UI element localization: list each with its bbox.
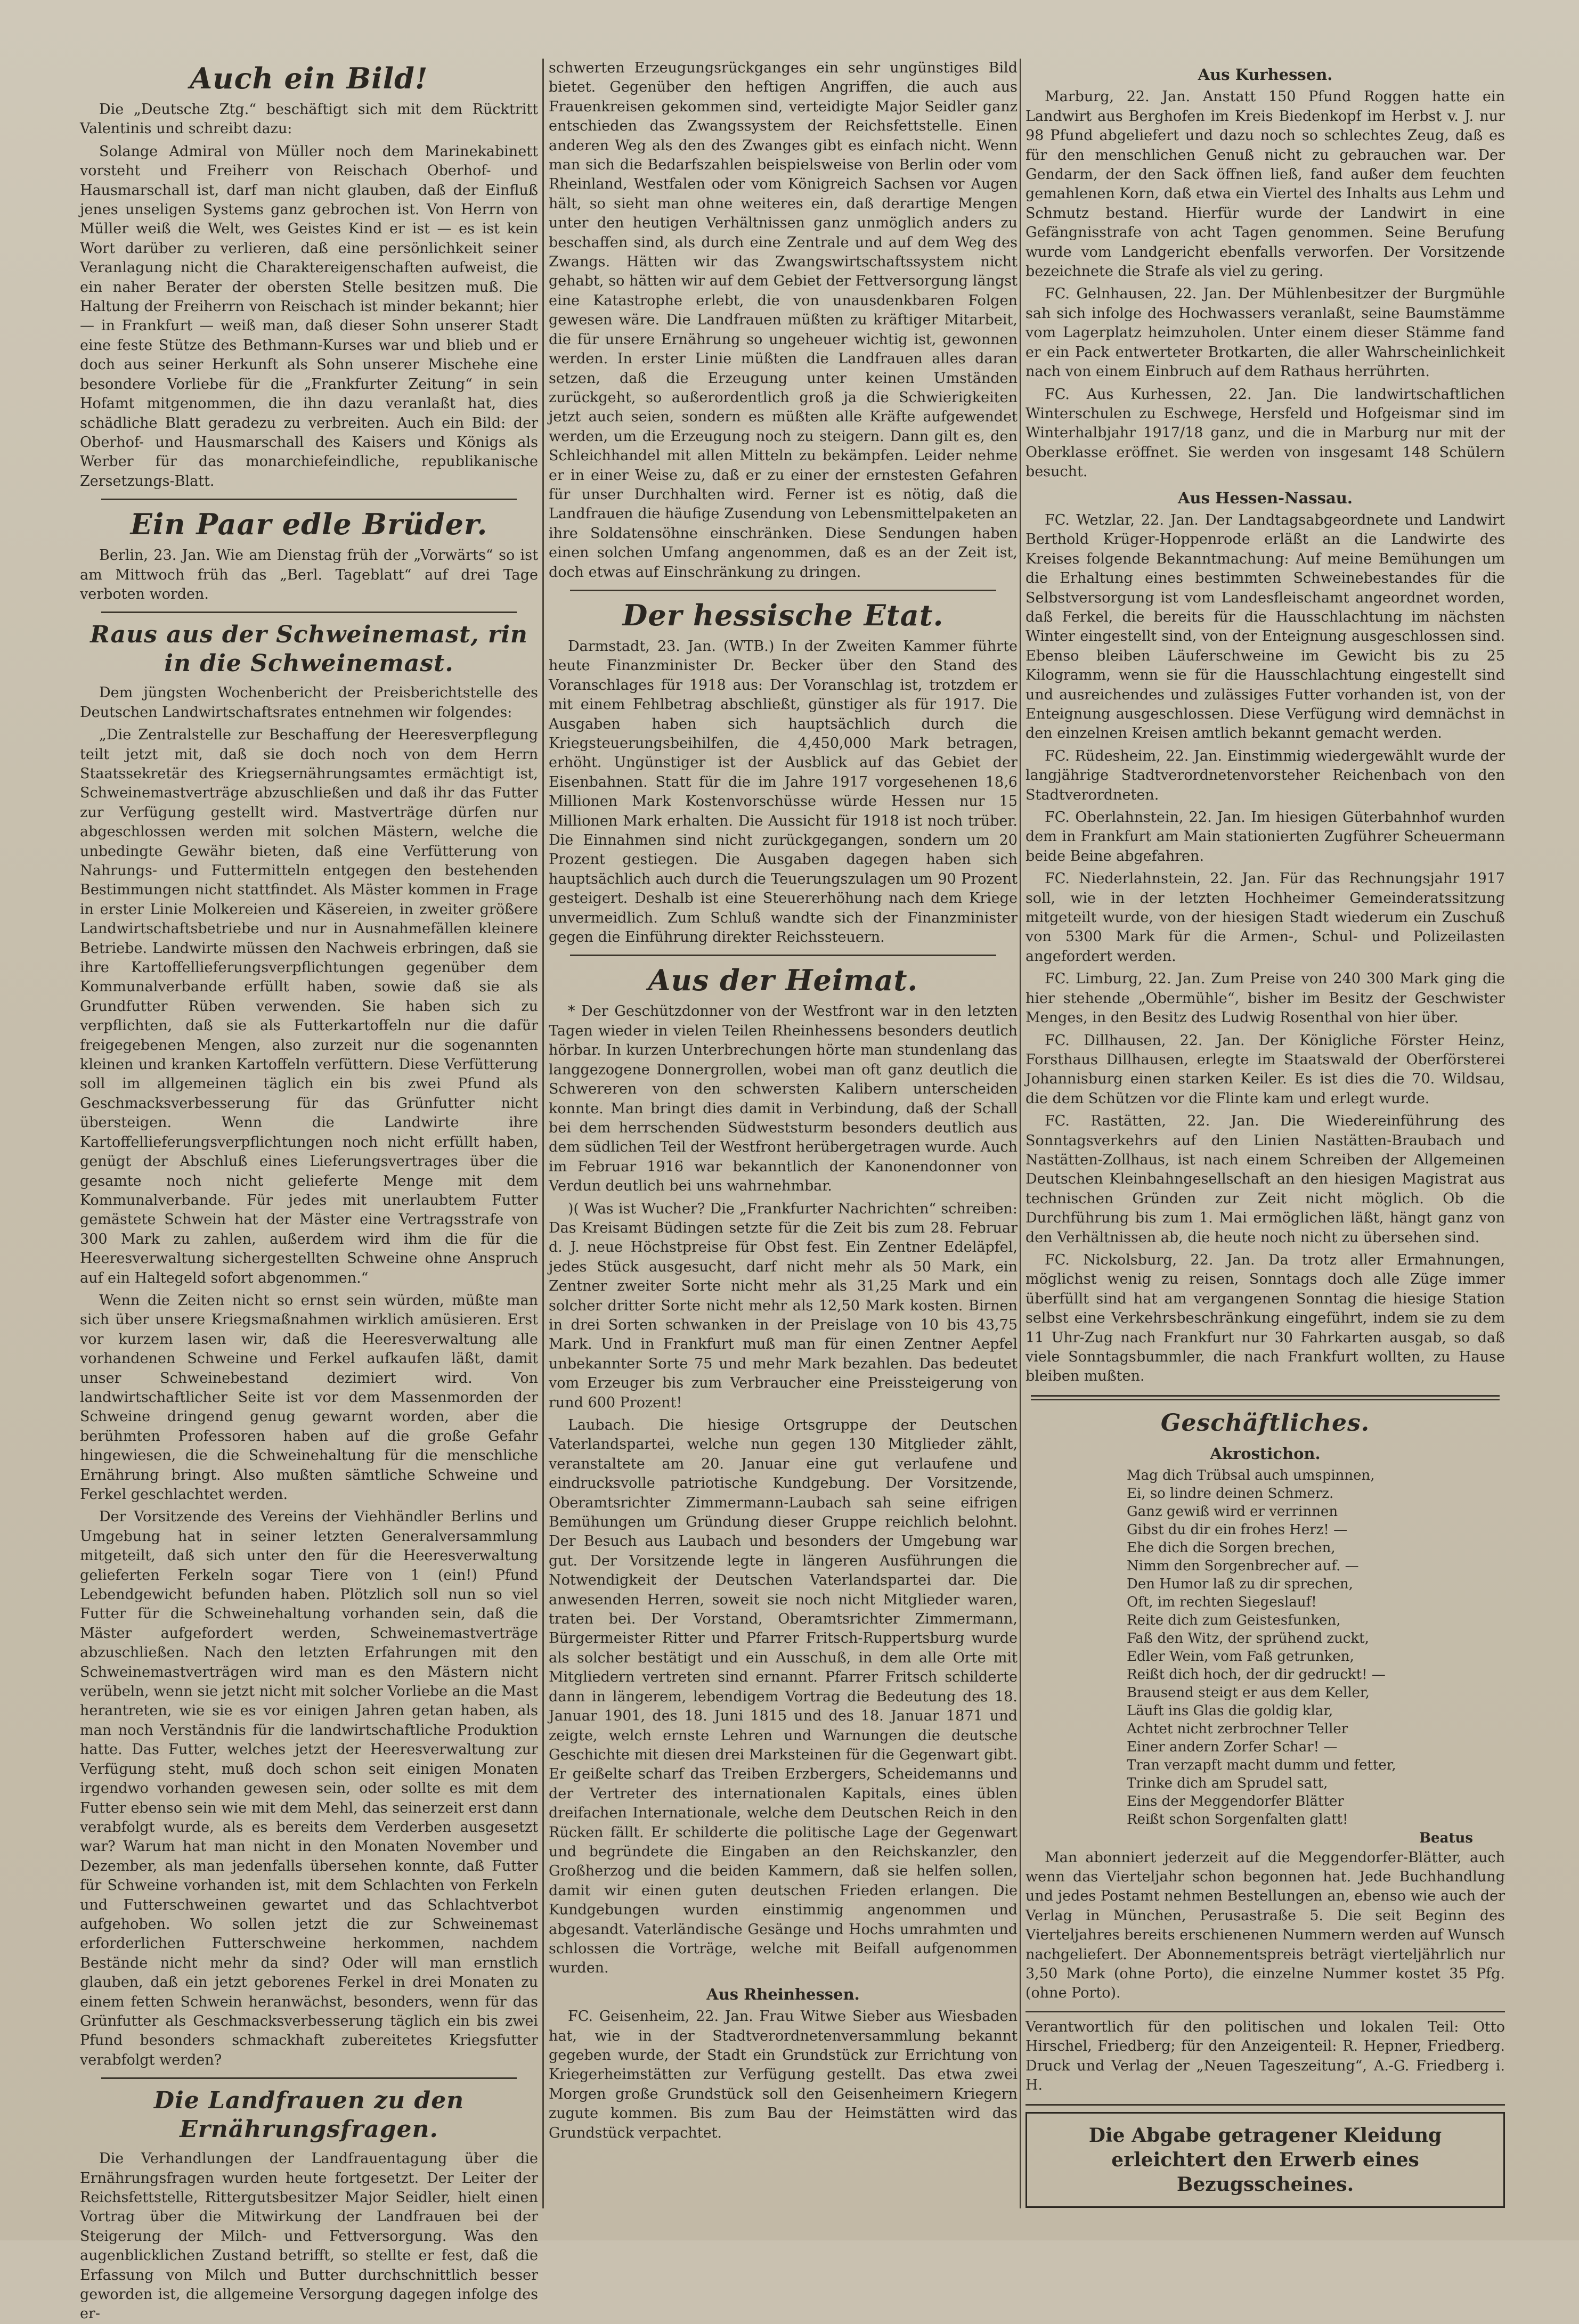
imprint <box>1025 2011 1505 2106</box>
separator <box>1031 1395 1500 1400</box>
poem-line: Ganz gewiß wird er verrinnen <box>1127 1504 1338 1520</box>
column-2 <box>549 59 1018 2208</box>
separator <box>570 955 996 956</box>
headline-geschaeftliches: Geschäftliches. <box>1160 1409 1370 1437</box>
paragraph: * Der Geschützdonner von der Westfront war in den letzten Tagen wieder in vielen Teilen Rheinhessens besonders deutlich hörbar. In kurzen Unterbrechungen hörte man stundenlang das langgezogene Donnergrollen, wobei man oft ganz deutlich die Schwereren von den schwersten Kalibern unterscheiden konnte. Man bringt dies damit in Verbindung, daß der Schall bei dem herrschenden Südweststurm besonders deutlich aus dem südlichen Teil der Westfront herübergetragen wurde. Auch im Februar 1916 war bekanntlich der Kanonendonner von Verdun deutlich bei uns wahrnehmbar. <box>549 1003 1018 1195</box>
poem-line: Oft, im rechten Siegeslauf! <box>1127 1594 1317 1611</box>
poem-line: Faß den Witz, der sprühend zuckt, <box>1127 1630 1369 1647</box>
paragraph: Dem jüngsten Wochenbericht der Preisberichtstelle des Deutschen Landwirtschaftsrates entnehmen wir folgendes: <box>80 684 538 721</box>
paragraph: „Die Zentralstelle zur Beschaffung der Heeresverpflegung teilt jetzt mit, daß sie doch noch von dem Herrn Staatssekretär des Kriegsernährungsamtes ermächtigt ist, Schweinemastverträge abzuschließen und daß ihr das Futter zur Verfügung gestellt wird. Mastverträge dürfen nur abgeschlossen werden mit solchen Mästern, welche die unbedingte Gewähr bieten, daß eine Verfütterung von Nahrungs- und Futtermitteln entgegen den bestehenden Bestimmungen nicht stattfindet. Als Mäster kommen in Frage in erster Linie Molkereien und Käsereien, in zweiter größere Landwirtschaftsbetriebe und nur in Ausnahmefällen kleinere Betriebe. Landwirte müssen den Nachweis erbringen, daß sie ihre Kartoffellieferungsverpflichtungen gegenüber dem Kommunalverbande erfüllt haben, sowie daß sie als Grundfutter Rüben verwenden. Sie haben sich zu verpflichten, daß sie als Futterkartoffeln nur die dafür freigegebenen Mengen, also zurzeit nur die sogenannten kleinen und kranken Kartoffeln verfüttern. Diese Verfütterung soll im allgemeinen täglich ein bis zwei Pfund als Geschmacksverbesserung für das Grünfutter nicht übersteigen. Wenn die Landwirte ihre Kartoffellieferungsverpflichtungen noch nicht erfüllt haben, genügt der Abschluß eines Lieferungsvertrages über die gesamte noch nicht gelieferte Menge mit dem Kommunalverbande. Für jedes mit unerlaubtem Futter gemästete Schwein hat der Mäster eine Vertragsstrafe von 300 Mark zu zahlen, außerdem wird ihm die für die Heeresverwaltung sichergestellten Schweine ohne Anspruch auf ein Haltegeld sofort abgenommen.“ <box>80 727 538 1286</box>
poem-line: Den Humor laß zu dir sprechen, <box>1127 1576 1353 1593</box>
headline-schweinemast: Raus aus der Schweinemast, rin in die Schweinemast. <box>90 621 528 678</box>
poem-line: Ei, so lindre deinen Schmerz. <box>1127 1486 1334 1502</box>
poem-line: Achtet nicht zerbrochner Teller <box>1127 1721 1348 1738</box>
paragraph: FC. Wetzlar, 22. Jan. Der Landtagsabgeordnete und Landwirt Berthold Krüger-Hoppenrode erläßt an die Landwirte des Kreises folgende Bekanntmachung: Auf meine Bemühungen um die Erhaltung eines bestimmten Schweinebestandes für die Selbstversorgung ist vom Landesfleischamt angeordnet worden, daß Ferkel, die bereits für die Hausschlachtung im nächsten Winter eingestellt sind, von der Enteignung ausgeschlossen sind. Ebenso bleiben Läuferschweine im Gewicht bis zu 25 Kilogramm, wenn sie für die Hausschlachtung eingestellt sind und ausreichendes und zulässiges Futter vorhanden ist, von der Enteignung ausgeschlossen. Diese Verfügung wird demnächst in den einzelnen Kreisen amtlich bekannt gemacht werden. <box>1025 511 1505 742</box>
paragraph: Laubach. Die hiesige Ortsgruppe der Deutschen Vaterlandspartei, welche nun gegen 130 Mitglieder zählt, veranstaltete am 20. Januar eine gut verlaufene und eindrucksvolle patriotische Kundgebung. Der Vorsitzende, Oberamtsrichter Zimmermann-Laubach sah seine eifrigen Bemühungen um Gründung dieser Gruppe reichlich belohnt. Der Besuch aus Laubach und besonders der Umgebung war gut. Der Vorsitzende legte in längeren Ausführungen die Notwendigkeit der Deutschen Vaterlandspartei dar. Die anwesenden Herren, soweit sie noch nicht Mitglieder waren, traten bei. Der Vorstand, Oberamtsrichter Zimmermann, Bürgermeister Ritter und Pfarrer Fritsch-Ruppertsburg wurde als solcher bestätigt und ein Ausschuß, in dem alle Orte mit Mitgliedern vertreten sind ernannt. Pfarrer Fritsch schilderte dann in längerem, lebendigem Vortrag die Bedeutung des 18. Januar 1901, des 18. Juni 1815 und des 18. Januar 1871 und zeigte, welch ernste Lehren und Warnungen die deutsche Geschichte mit diesen drei Marksteinen für die Gegenwart gibt. Er geißelte scharf das Treiben Erzbergers, Scheidemanns und der Vertreter des internationalen Kapitals, eines üblen dreifachen Internationale, welche dem Deutschen Reich in den Rücken fällt. Er schilderte die politische Lage der Gegenwart und begründete die Eingaben an den Reichskanzler, den Großherzog und die beiden Kammern, daß sie helfen sollen, damit wir einen guten deutschen Frieden erlangen. Die Kundgebungen wurden einstimmig angenommen und abgesandt. Vaterländische Gesänge und Hochs umrahmten und schlossen die Vorträge, welche mit Beifall aufgenommen wurden. <box>549 1417 1018 1977</box>
poem-signature: Beatus <box>1419 1830 1473 1847</box>
poem-line: Einer andern Zorfer Schar! — <box>1127 1739 1338 1756</box>
headline-aus-der-heimat: Aus der Heimat. <box>648 963 918 998</box>
paragraph: Wenn die Zeiten nicht so ernst sein würden, müßte man sich über unsere Kriegsmaßnahmen wirklich amüsieren. Erst vor kurzem lasen wir, daß die Heeresverwaltung alle vorhandenen Schweine und Ferkel aufkaufen läßt, damit unser Schweinebestand dezimiert wird. Von landwirtschaftlicher Seite ist vor dem Massenmorden der Schweine dringend genug gewarnt worden, aber die berühmten Professoren haben auf die große Gefahr hingewiesen, die die Schweinehaltung für die menschliche Ernährung bringt. Also mußten sämtliche Schweine und Ferkel geschlachtet werden. <box>80 1292 538 1503</box>
poem-line: Reißt schon Sorgenfalten glatt! <box>1127 1812 1348 1828</box>
headline-hessischer-etat: Der hessische Etat. <box>622 598 944 632</box>
poem-line: Reite dich zum Geistesfunken, <box>1127 1612 1341 1629</box>
paragraph: FC. Dillhausen, 22. Jan. Der Königliche Förster Heinz, Forsthaus Dillhausen, erlegte im Staatswald der Oberförsterei Johannisburg einen starken Keiler. Es ist dies die 70. Wildsau, die dem Schützen vor die Flinte kam und erlegt wurde. <box>1025 1032 1505 1107</box>
column-1 <box>80 59 538 2322</box>
paragraph: FC. Limburg, 22. Jan. Zum Preise von 240 300 Mark ging die hier stehende „Obermühle“, bisher im Besitz der Geschwister Menges, in den Besitz des Ludwig Rosenthal von hier über. <box>1025 971 1505 1026</box>
poem-line: Edler Wein, vom Faß getrunken, <box>1127 1649 1354 1665</box>
poem-line: Trinke dich am Sprudel satt, <box>1127 1775 1328 1792</box>
paragraph: )( Was ist Wucher? Die „Frankfurter Nachrichten“ schreiben: Das Kreisamt Büdingen setzte für die Zeit bis zum 28. Februar d. J. neue Höchstpreise für Obst fest. Ein Zentner Edeläpfel, jedes Stück ausgesucht, darf nicht mehr als 50 Mark, ein Zentner zweiter Sorte nicht mehr als 31,25 Mark und ein solcher dritter Sorte nicht mehr als 12,50 Mark kosten. Birnen in drei Sorten schwanken in der Preislage von 10 bis 43,75 Mark. Und in Frankfurt muß man für einen Zentner Aepfel unbekannter Sorte 75 und mehr Mark bezahlen. Das bedeutet vom Erzeuger bis zum Verbraucher eine Preissteigerung von rund 600 Prozent! <box>549 1200 1018 1411</box>
separator <box>101 611 517 613</box>
paragraph: FC. Rüdesheim, 22. Jan. Einstimmig wiedergewählt wurde der langjährige Stadtverordnetenvorsteher Reichenbach von den Stadtverordneten. <box>1025 747 1505 803</box>
paragraph: schwerten Erzeugungsrückganges ein sehr ungünstiges Bild bietet. Gegenüber den heftigen Angriffen, die auch aus Frauenkreisen gekommen sind, verteidigte Major Seidler ganz entschieden das Zwangssystem der Reichsfettstelle. Einen anderen Weg als den des Zwanges gibt es einfach nicht. Wenn man sich die Bedarfszahlen beispielsweise von Berlin oder vom Rheinland, Westfalen oder vom Königreich Sachsen vor Augen hält, so sieht man ohne weiteres ein, daß derartige Mengen unter den heutigen Verhältnissen ganz unmöglich anders zu beschaffen sind, als durch eine Zentrale und auf dem Weg des Zwangs. Hätten wir das Zwangswirtschaftssystem nicht gehabt, so hätten wir auf dem Gebiet der Fettversorgung längst eine Katastrophe erlebt, die von unausdenkbaren Folgen gewesen wäre. Die Landfrauen müßten zu kräftiger Mitarbeit, die für unsere Ernährung so ungeheuer wichtig ist, gewonnen werden. In erster Linie müßten die Landfrauen alles daran setzen, daß die Erzeugung unter keinen Umständen zurückgeht, so außerordentlich groß ja die Schwierigkeiten jetzt auch seien, sondern es müßten alle Kräfte aufgewendet werden, um die Erzeugung noch zu steigern. Dann gilt es, den Schleichhandel mit allen Mitteln zu bekämpfen. Leider nehme er in einer Weise zu, daß er zu einer der ernstesten Gefahren für unser Durchhalten wird. Ferner ist es nötig, daß die Landfrauen die häufige Zusendung von Lebensmittelpaketen an ihre Soldatensöhne einschränken. Diese Sendungen haben einen solchen Umfang angenommen, daß es an der Zeit ist, doch etwas auf Einschränkung zu dringen. <box>549 60 1018 581</box>
poem-line: Eins der Meggendorfer Blätter <box>1127 1793 1344 1810</box>
subheading-rheinhessen: Aus Rheinhessen. <box>706 1985 860 2003</box>
paragraph: Marburg, 22. Jan. Anstatt 150 Pfund Roggen hatte ein Landwirt aus Berghofen im Kreis Biedenkopf im Herbst v. J. nur 98 Pfund abgeliefert und dazu noch so schlechtes Zeug, daß es für den menschlichen Genuß nicht zu gebrauchen war. Der Gendarm, der den Sack öffnen ließ, fand außer dem feuchten gemahlenen Korn, daß etwa ein Viertel des Inhalts aus Lehm und Schmutz bestand. Hierfür wurde der Landwirt in eine Gefängnisstrafe von acht Tagen genommen. Seine Berufung wurde vom Landgericht ebenfalls verworfen. Der Vorsitzende bezeichnete die Strafe als viel zu gering. <box>1025 88 1505 280</box>
paragraph: FC. Nickolsburg, 22. Jan. Da trotz aller Ermahnungen, möglichst wenig zu reisen, Sonntags doch alle Züge immer überfüllt sind hat am vergangenen Sonntag die hiesige Station selbst eine Verkehrsbeschränkung eingeführt, indem sie zu dem 11 Uhr-Zug nach Frankfurt nur 30 Fahrkarten ausgab, so daß viele Sonntagsbummler, die nach Frankfurt wollten, zu Hause bleiben mußten. <box>1025 1251 1505 1385</box>
separator <box>101 2077 517 2079</box>
paragraph: Die „Deutsche Ztg.“ beschäftigt sich mit dem Rücktritt Valentinis und schreibt dazu: <box>80 101 538 137</box>
subheading-hessen-nassau: Aus Hessen-Nassau. <box>1177 488 1353 507</box>
paragraph: Die Verhandlungen der Landfrauentagung über die Ernährungsfragen wurden heute fortgesetzt. Der Leiter der Reichsfettstelle, Rittergutsbesitzer Major Seidler, hielt einen Vortrag über die Mitwirkung der Landfrauen bei der Steigerung der Milch- und Fettversorgung. Was den augenblicklichen Zustand betrifft, so stellte er fest, daß die Erfassung von Milch und Butter durchschnittlich besser geworden ist, die allgemeine Versorgung dagegen infolge des er- <box>80 2150 538 2322</box>
poem-line: Gibst du dir ein frohes Herz! — <box>1127 1522 1348 1538</box>
paragraph: FC. Gelnhausen, 22. Jan. Der Mühlenbesitzer der Burgmühle sah sich infolge des Hochwassers veranlaßt, seine Baumstämme vom Lagerplatz heimzuholen. Unter einem dieser Stämme fand er ein Pack entwerteter Brotkarten, die aller Wahrscheinlichkeit nach von einem Einbruch auf dem Rathaus herrührten. <box>1025 286 1505 380</box>
headline-auch-ein-bild: Auch ein Bild! <box>190 61 428 95</box>
poem-line: Reißt dich hoch, der dir gedruckt! — <box>1127 1667 1386 1683</box>
paragraph: Solange Admiral von Müller noch dem Marinekabinett vorsteht und Freiherr von Reischach Oberhof- und Hausmarschall ist, darf man nicht glauben, daß der Einfluß jenes unseligen Systems ganz gebrochen ist. Von Herrn von Müller weiß die Welt, wes Geistes Kind er ist — es ist kein Wort darüber zu verlieren, daß eine persönlichkeit seiner Veranlagung nicht die Charaktereigenschaften aufweist, die ein naher Berater der obersten Stelle besitzen muß. Die Haltung der Freiherrn von Reischach ist minder bekannt; hier — in Frankfurt — weiß man, daß dieser Sohn unserer Stadt eine feste Stütze des Bethmann-Kurses war und blieb und er doch aus seiner Herkunft als Sohn unserer Mischehe eine besondere Vorliebe für die „Frankfurter Zeitung“ in sein Hofamt mitgenommen, die ihn dazu veranlaßt hat, dies schädliche Blatt geradezu zu verbreiten. Auch ein Bild: der Oberhof- und Hausmarschall des Kaisers und Königs als Werber für das monarchiefeindliche, republikanische Zersetzungs-Blatt. <box>80 143 538 490</box>
paragraph: Darmstadt, 23. Jan. (WTB.) In der Zweiten Kammer führte heute Finanzminister Dr. Becker über den Stand des Voranschlages für 1918 aus: Der Voranschlag ist, trotzdem er mit einem Fehlbetrag abschließt, günstiger als für 1917. Die Ausgaben haben sich hauptsächlich durch die Kriegsteuerungsbeihilfen, die 4,450,000 Mark betragen, erhöht. Ungünstiger ist der Ausblick auf das Gebiet der Eisenbahnen. Statt für die im Jahre 1917 vorgesehenen 18,6 Millionen Mark Kostenvorschüsse würde Hessen nur 15 Millionen Mark erhalten. Die Aussicht für 1918 ist noch trüber. Die Einnahmen sind nicht zurückgegangen, sondern um 20 Prozent gestiegen. Die Ausgaben dagegen haben sich hauptsächlich auch durch die Teuerungszulagen um 90 Prozent gesteigert. Deshalb ist eine Steuererhöhung nach dem Kriege unvermeidlich. Zum Schluß wandte sich der Finanzminister gegen die Einführung direkter Reichssteuern. <box>549 638 1018 946</box>
headline-landfrauen: Die Landfrauen zu den Ernährungsfragen. <box>153 2087 465 2143</box>
paragraph: FC. Niederlahnstein, 22. Jan. Für das Rechnungsjahr 1917 soll, wie in der letzten Hochheimer Gemeinderatssitzung mitgeteilt wurde, von der hiesigen Stadt wiederum ein Zuschuß von 5300 Mark für die Armen-, Schul- und Polizeilasten angefordert werden. <box>1025 870 1505 965</box>
poem-line: Nimm den Sorgenbrecher auf. — <box>1127 1558 1359 1575</box>
paragraph: Man abonniert jederzeit auf die Meggendorfer-Blätter, auch wenn das Vierteljahr schon begonnen hat. Jede Buchhandlung und jedes Postamt nehmen Bestellungen an, ebenso wie auch der Verlag in München, Perusastraße 5. Die seit Beginn des Vierteljahres bereits erschienenen Nummern werden auf Wunsch nachgeliefert. Der Abonnementspreis beträgt vierteljährlich nur 3,50 Mark (ohne Porto), die einzelne Nummer kostet 35 Pfg. (ohne Porto). <box>1025 1849 1505 2002</box>
poem-line: Brausend steigt er aus dem Keller, <box>1127 1685 1370 1701</box>
imprint-text: Verantwortlich für den politischen und lokalen Teil: Otto Hirschel, Friedberg; für den Anzeigenteil: R. Hepner, Friedberg. Druck und Verlag der „Neuen Tageszeitung“, A.-G. Friedberg i. H. <box>1025 2018 1505 2094</box>
subheading-akrostichon: Akrostichon. <box>1210 1444 1321 1463</box>
column-3 <box>1025 59 1505 2208</box>
poem <box>1025 1466 1505 1829</box>
poem-line: Tran verzapft macht dumm und fetter, <box>1127 1757 1396 1774</box>
column-rule <box>542 59 544 2208</box>
poem-line: Läuft ins Glas die goldig klar, <box>1127 1703 1333 1719</box>
paragraph: Berlin, 23. Jan. Wie am Dienstag früh der „Vorwärts“ so ist am Mittwoch früh das „Berl. Tageblatt“ auf drei Tage verboten worden. <box>80 547 538 602</box>
paragraph: FC. Oberlahnstein, 22. Jan. Im hiesigen Güterbahnhof wurden dem in Frankfurt am Main stationierten Zugführer Scheuermann beide Beine abgefahren. <box>1025 809 1505 865</box>
paragraph: Der Vorsitzende des Vereins der Viehhändler Berlins und Umgebung hat in seiner letzten Generalversammlung mitgeteilt, daß sich unter den für die Heeresverwaltung gelieferten Ferkeln sogar Tiere von 1 (ein!) Pfund Lebendgewicht befunden haben. Plötzlich soll nun so viel Futter für die Schweinehaltung vorhanden sein, daß die Mäster aufgefordert werden, Schweinemastverträge abzuschließen. Nach den letzten Erfahrungen mit den Schweinemastverträgen wird man es den Mästern nicht verübeln, wenn sie jetzt nicht mit solcher Vorliebe an die Mast herantreten, wie sie es vor einigen Jahren getan haben, als man noch Verständnis für die landwirtschaftliche Produktion hatte. Das Futter, welches jetzt der Heeresverwaltung zur Verfügung steht, muß doch schon seit einigen Monaten irgendwo vorhanden gewesen sein, oder sollte es mit dem Futter ebenso sein wie mit dem Mehl, das seinerzeit erst dann verabfolgt wurde, als es bereits dem Verderben ausgesetzt war? Warum hat man nicht in den Monaten November und Dezember, als man jedenfalls übersehen konnte, daß Futter für Schweine vorhanden ist, mit dem Schlachten von Ferkeln und Futterschweinen gewartet und das Schlachtverbot aufgehoben. Wo sollen jetzt die zur Schweinemast erforderlichen Futterschweine herkommen, nachdem Bestände nicht mehr da sind? Oder will man ernstlich glauben, daß ein jetzt geborenes Ferkel in drei Monaten zu einem fetten Schwein heranwächst, besonders, wenn für das Grünfutter als Geschmacksverbesserung täglich ein bis zwei Pfund besonders schmackhaft zubereitetes Kriegsfutter verabfolgt werden? <box>80 1508 538 2068</box>
boxed-notice: Die Abgabe getragener Kleidung erleichtert den Erwerb eines Bezugsscheines. <box>1025 2112 1505 2208</box>
separator <box>101 499 517 500</box>
paragraph: FC. Aus Kurhessen, 22. Jan. Die landwirtschaftlichen Winterschulen zu Eschwege, Hersfeld und Hofgeismar sind im Winterhalbjahr 1917/18 ganz, und die in Marburg nur mit der Oberklasse eröffnet. Sie werden von insgesamt 148 Schülern besucht. <box>1025 386 1505 480</box>
headline-paar-brueder: Ein Paar edle Brüder. <box>130 507 488 542</box>
subheading-kurhessen: Aus Kurhessen. <box>1198 66 1333 84</box>
paragraph: FC. Rastätten, 22. Jan. Die Wiedereinführung des Sonntagsverkehrs auf den Linien Nastätten-Braubach und Nastätten-Zollhaus, ist nach einem Schreiben der Allgemeinen Deutschen Kleinbahngesellschaft an den hiesigen Magistrat aus technischen Gründen zur Zeit nicht möglich. Ob die Durchführung bis zum 1. Mai ermöglichen läßt, hängt ganz von den Verhältnissen ab, die heute noch nicht zu übersehen sind. <box>1025 1113 1505 1246</box>
column-rule <box>1020 59 1021 2208</box>
poem-line: Mag dich Trübsal auch umspinnen, <box>1127 1467 1375 1484</box>
poem-line: Ehe dich die Sorgen brechen, <box>1127 1540 1336 1556</box>
separator <box>570 590 996 591</box>
paragraph: FC. Geisenheim, 22. Jan. Frau Witwe Sieber aus Wiesbaden hat, wie in der Stadtverordnetenversammlung bekannt gegeben wurde, der Stadt ein Grundstück zur Errichtung von Kriegerheimstätten zur Verfügung gestellt. Das etwa zwei Morgen große Grundstück soll den Geisenheimern Kriegern zugute kommen. Bis zum Bau der Heimstätten wird das Grundstück verpachtet. <box>549 2008 1018 2141</box>
